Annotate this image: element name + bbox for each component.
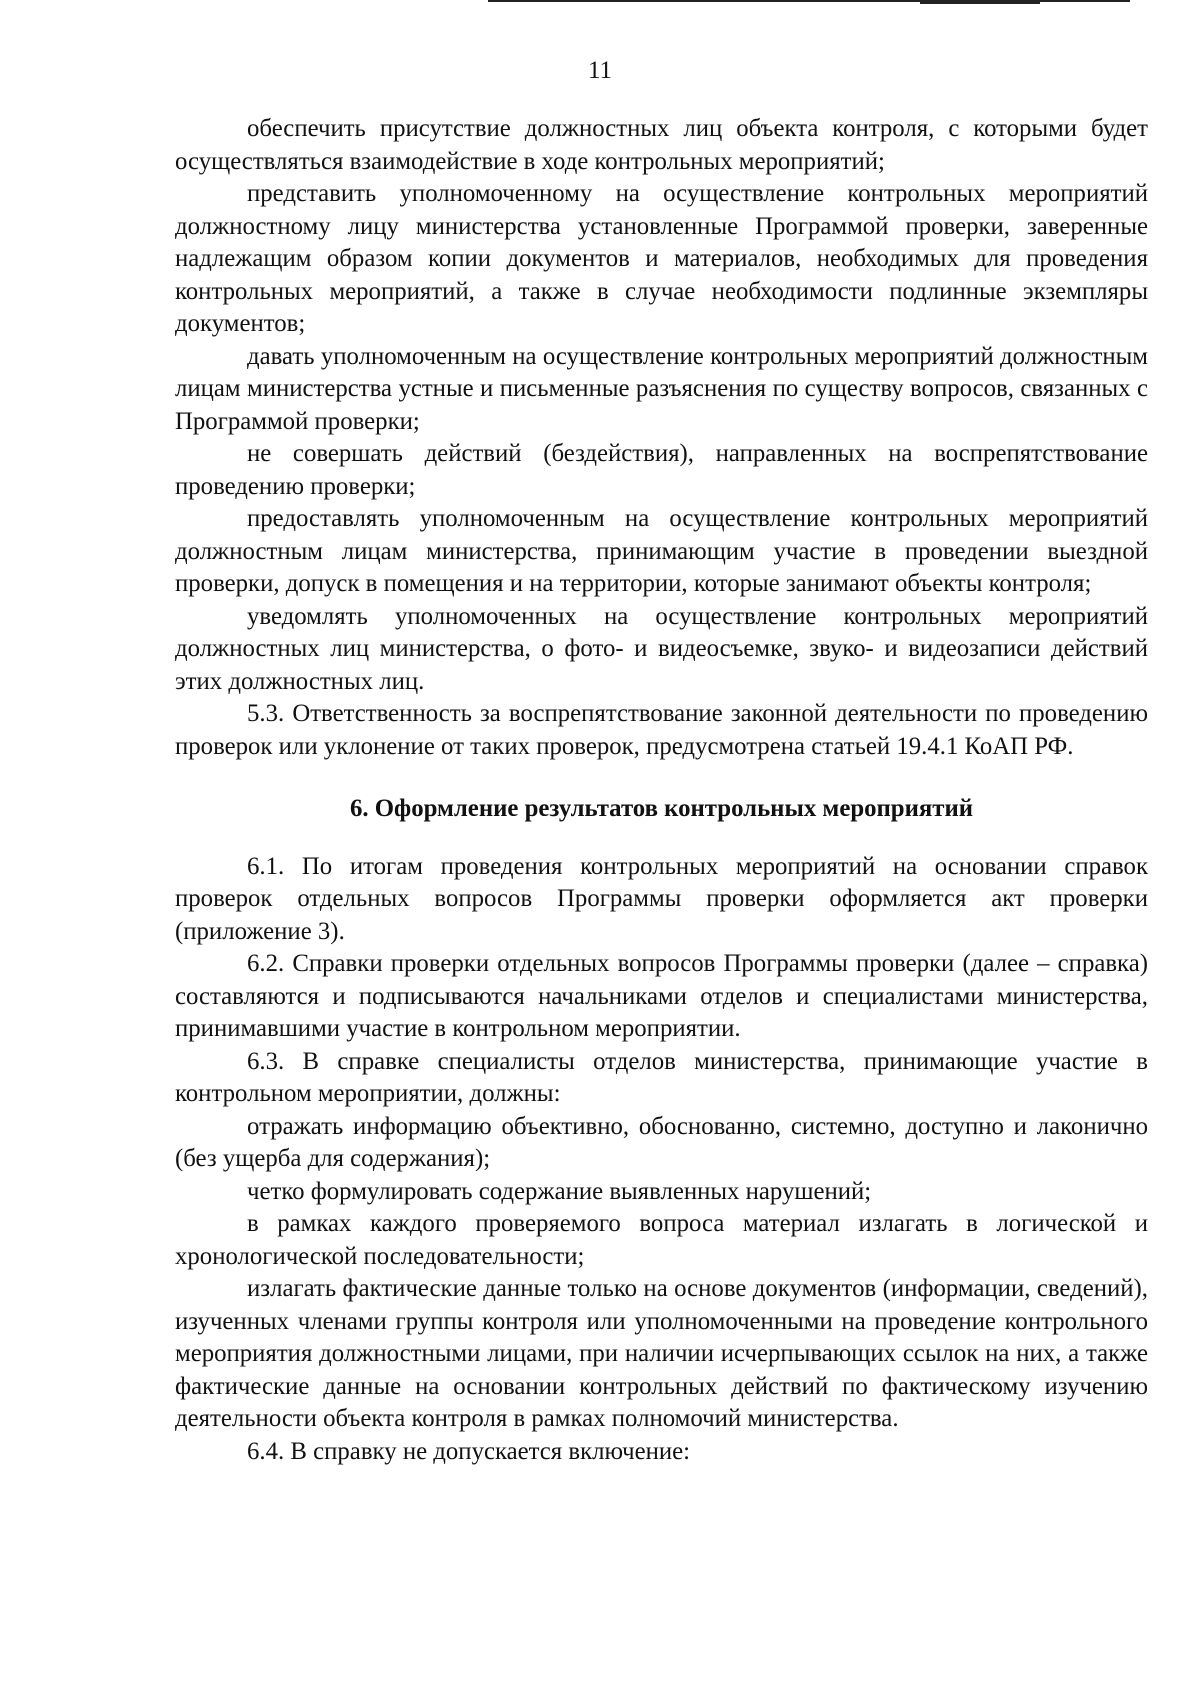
document-body <box>175 113 1148 1468</box>
section-heading: 6. Оформление результатов контрольных мероприятий <box>349 795 974 822</box>
paragraph: четко формулировать содержание выявленных нарушений; <box>247 1177 872 1205</box>
paragraph: 6.3. В справке специалисты отделов министерства, принимающие участие в контрольном мероприятии, должны: <box>175 1047 1148 1107</box>
paragraph: 6.1. По итогам проведения контрольных мероприятий на основании справок проверок отдельных вопросов Программы проверки оформляется акт проверки (приложение 3). <box>175 852 1148 945</box>
paragraph: давать уполномоченным на осуществление контрольных мероприятий должностным лицам министерства устные и письменные разъяснения по существу вопросов, связанных с Программой проверки; <box>175 342 1148 435</box>
paragraph: отражать информацию объективно, обоснованно, системно, доступно и лаконично (без ущерба для содержания); <box>175 1112 1148 1172</box>
paragraph: в рамках каждого проверяемого вопроса материал излагать в логической и хронологической последовательности; <box>175 1210 1148 1270</box>
paragraph: 6.2. Справки проверки отдельных вопросов Программы проверки (далее – справка) составляются и подписываются начальниками отделов и специалистами министерства, принимавшими участие в контрольном мероприятии. <box>175 950 1148 1042</box>
page-number: 11 <box>587 57 613 84</box>
paragraph: представить уполномоченному на осуществление контрольных мероприятий должностному лицу министерства установленные Программой проверки, заверенные надлежащим образом копии документов и материалов, необходимых для проведения контрольных мероприятий, а также в случае необходимости подлинные экземпляры документов; <box>175 180 1148 337</box>
paragraph: излагать фактические данные только на основе документов (информации, сведений), изученных членами группы контроля или уполномоченными на проведение контрольного мероприятия должностными лицами, при наличии исчерпывающих ссылок на них, а также фактические данные на основании контрольных действий по фактическому изучению деятельности объекта контроля в рамках полномочий министерства. <box>175 1275 1148 1432</box>
paragraph: уведомлять уполномоченных на осуществление контрольных мероприятий должностных лиц министерства, о фото- и видеосъемке, звуко- и видеозаписи действий этих должностных лиц. <box>175 602 1148 695</box>
paragraph: не совершать действий (бездействия), направленных на воспрепятствование проведению проверки; <box>175 440 1148 500</box>
top-rule-accent <box>920 0 1040 4</box>
paragraph: 5.3. Ответственность за воспрепятствование законной деятельности по проведению проверок или уклонение от таких проверок, предусмотрена статьей 19.4.1 КоАП РФ. <box>175 700 1148 760</box>
paragraph: 6.4. В справку не допускается включение: <box>247 1437 691 1465</box>
paragraph: предоставлять уполномоченным на осуществление контрольных мероприятий должностным лицам министерства, принимающим участие в проведении выездной проверки, допуск в помещения и на территории, которые занимают объекты контроля; <box>175 505 1148 597</box>
paragraph: обеспечить присутствие должностных лиц объекта контроля, с которыми будет осуществляться взаимодействие в ходе контрольных мероприятий; <box>175 115 1148 175</box>
